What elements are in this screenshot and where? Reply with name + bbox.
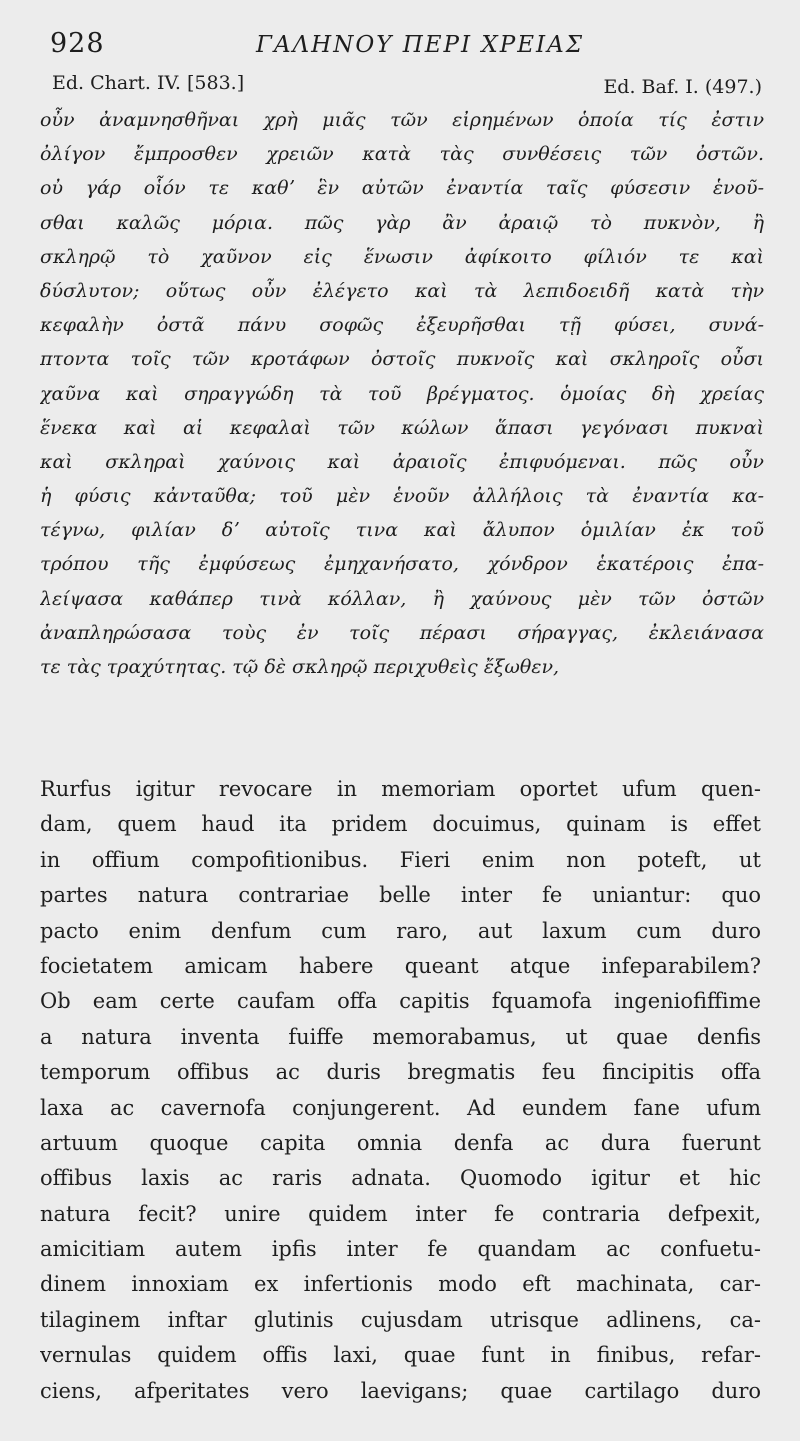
greek-line: ἕνεκα καὶ αἱ κεφαλαὶ τῶν κώλων ἅπασι γεγόνασι πυκναὶ: [40, 416, 764, 439]
greek-line: ἡ φύσις κἀνταῦθα; τοῦ μὲν ἑνοῦν ἀλλήλοις τὰ ἐναντία κα-: [40, 485, 764, 508]
latin-line: Ob eam certe caufam offa capitis fquamofa ingeniofiffime: [40, 989, 761, 1014]
running-head: ΓΑΛΗΝΟΥ ΠΕΡΙ ΧΡΕΙΑΣ: [255, 32, 585, 58]
latin-line: amicitiam autem ipfis inter fe quandam ac confuetu-: [40, 1237, 761, 1262]
greek-line: ἀναπληρώσασα τοὺς ἐν τοῖς πέρασι σήραγγας, ἐκλειάνασα: [40, 621, 764, 644]
greek-line: καὶ σκληραὶ χαύνοις καὶ ἀραιοῖς ἐπιφυόμεναι. πῶς οὖν: [40, 450, 764, 473]
latin-line: artuum quoque capita omnia denfa ac dura fuerunt: [40, 1130, 761, 1155]
latin-line: laxa ac cavernofa conjungerent. Ad eundem fane ufum: [40, 1095, 761, 1120]
latin-line: temporum offibus ac duris bregmatis feu fincipitis offa: [40, 1060, 761, 1085]
latin-line: pacto enim denfum cum raro, aut laxum cum duro: [40, 918, 761, 943]
greek-line: ὀλίγον ἔμπροσθεν χρειῶν κατὰ τὰς συνθέσεις τῶν ὀστῶν.: [40, 143, 764, 166]
latin-line: focietatem amicam habere queant atque infeparabilem?: [40, 953, 761, 978]
latin-text-block: [40, 772, 761, 1409]
latin-line: vernulas quidem offis laxi, quae funt in finibus, refar-: [40, 1343, 761, 1368]
edition-reference-right: Ed. Baf. I. (497.): [603, 76, 762, 98]
latin-line: partes natura contrariae belle inter fe uniantur: quo: [40, 883, 761, 908]
greek-line: τε τὰς τραχύτητας. τῷ δὲ σκληρῷ περιχυθεὶς ἔξωθεν,: [40, 656, 560, 678]
latin-line: natura fecit? unire quidem inter fe contraria defpexit,: [40, 1201, 761, 1226]
greek-line: λείψασα καθάπερ τινὰ κόλλαν, ἢ χαύνους μὲν τῶν ὀστῶν: [40, 587, 764, 610]
latin-line: ciens, afperitates vero laevigans; quae cartilago duro: [40, 1378, 761, 1403]
greek-line: οὖν ἀναμνησθῆναι χρὴ μιᾶς τῶν εἰρημένων ὁποία τίς ἐστιν: [40, 109, 764, 131]
greek-text-block: [40, 103, 764, 684]
greek-line: πτοντα τοῖς τῶν κροτάφων ὀστοῖς πυκνοῖς καὶ σκληροῖς οὖσι: [40, 348, 764, 371]
edition-reference-left: Ed. Chart. IV. [583.]: [52, 72, 245, 94]
latin-line: dam, quem haud ita pridem docuimus, quinam is effet: [40, 812, 761, 837]
latin-line: tilaginem inftar glutinis cujusdam utrisque adlinens, ca-: [40, 1307, 761, 1332]
greek-line: οὐ γάρ οἷόν τε καθʼ ἓν αὐτῶν ἐναντία ταῖς φύσεσιν ἑνοῦ-: [40, 177, 764, 200]
latin-line: a natura inventa fuiffe memorabamus, ut quae denfis: [40, 1024, 761, 1049]
greek-line: χαῦνα καὶ σηραγγώδη τὰ τοῦ βρέγματος. ὁμοίας δὴ χρείας: [40, 382, 764, 405]
latin-line: Rurfus igitur revocare in memoriam oportet ufum quen-: [40, 777, 761, 801]
greek-line: δύσλυτον; οὕτως οὖν ἐλέγετο καὶ τὰ λεπιδοειδῆ κατὰ τὴν: [40, 279, 764, 302]
latin-line: offibus laxis ac raris adnata. Quomodo igitur et hic: [40, 1166, 761, 1191]
greek-line: τρόπου τῆς ἐμφύσεως ἐμηχανήσατο, χόνδρον ἑκατέροις ἐπα-: [40, 553, 764, 576]
page-number: 928: [50, 28, 105, 59]
greek-line: σκληρῷ τὸ χαῦνον εἰς ἕνωσιν ἀφίκοιτο φίλιόν τε καὶ: [40, 245, 764, 268]
latin-line: dinem innoxiam ex infertionis modo eft machinata, car-: [40, 1272, 761, 1297]
greek-line: κεφαλὴν ὀστᾶ πάνυ σοφῶς ἐξευρῆσθαι τῇ φύσει, συνά-: [40, 314, 764, 337]
greek-line: τέγνω, φιλίαν δʼ αὐτοῖς τινα καὶ ἄλυπον ὁμιλίαν ἐκ τοῦ: [40, 519, 764, 542]
greek-line: σθαι καλῶς μόρια. πῶς γὰρ ἂν ἀραιῷ τὸ πυκνὸν, ἢ: [40, 211, 764, 234]
latin-line: in offium compofitionibus. Fieri enim non poteft, ut: [40, 847, 761, 872]
